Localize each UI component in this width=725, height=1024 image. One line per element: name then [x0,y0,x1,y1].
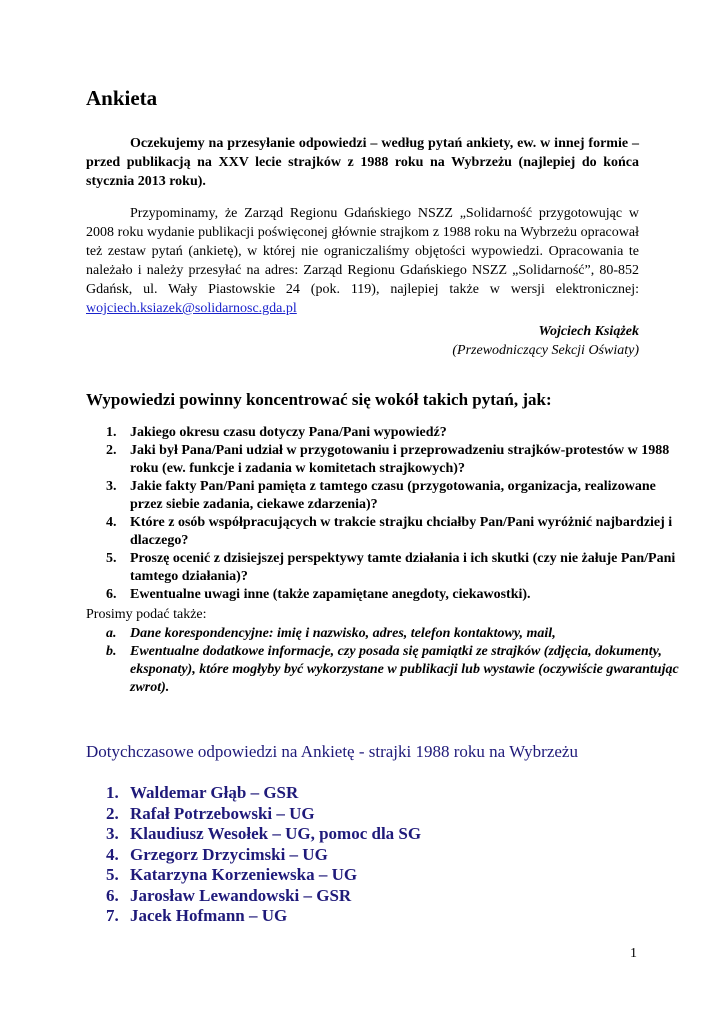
answer-number: 1. [106,783,119,802]
answer-item [106,865,421,886]
answer-number: 4. [106,844,119,864]
answer-number: 5. [106,865,119,884]
answer-text: Klaudiusz Wesołek – UG, pomoc dla SG [130,824,422,843]
answer-item [106,824,422,845]
answer-number: 6. [106,885,119,905]
question-text: Które z osób współpracujących w trakcie strajku chciałby Pan/Pani wyróżnić najbardziej i dlaczego? [130,515,673,548]
also-letter: a. [106,626,117,641]
question-text: Ewentualne uwagi inne (także zapamiętane anegdoty, ciekawostki). [130,587,531,602]
also-item [106,643,683,697]
email-link[interactable]: wojciech.ksiazek@solidarnosc.gda.pl [86,301,297,316]
answer-text: Jarosław Lewandowski – GSR [130,885,352,905]
page-title: Ankieta [86,86,158,110]
signature-role: (Przewodniczący Sekcji Oświaty) [452,343,639,358]
answer-number: 7. [106,906,119,925]
answer-text: Grzegorz Drzycimski – UG [130,844,328,864]
also-text: Dane korespondencyjne: imię i nazwisko, adres, telefon kontaktowy, mail, [130,626,556,641]
answer-number: 3. [106,824,119,843]
question-item [106,442,683,478]
answer-text: Waldemar Głąb – GSR [130,783,299,802]
question-item [106,478,683,514]
reminder-paragraph [86,204,639,318]
question-number: 4. [106,515,117,530]
answer-text: Jacek Hofmann – UG [130,906,288,925]
question-number: 6. [106,587,117,602]
also-text: Ewentualne dodatkowe informacje, czy posada się pamiątki ze strajków (zdjęcia, dokumenty, eksponaty), które mogłyby być wykorzystane w publikacji lub wystawie (oczywiście gwarantując zwrot). [130,644,679,695]
question-number: 5. [106,551,117,566]
question-text: Proszę ocenić z dzisiejszej perspektywy tamte działania i ich skutki (czy nie żałuje Pan/Pani tamtego działania)? [130,551,676,584]
answer-text: Katarzyna Korzeniewska – UG [130,865,358,884]
question-item [106,550,683,586]
answer-item [106,906,421,927]
answer-text: Rafał Potrzebowski – UG [130,803,315,823]
reminder-text: Przypominamy, że Zarząd Regionu Gdańskiego NSZZ „Solidarność przygotowując w 2008 roku wydanie publikacji poświęconej głównie strajkom z 1988 roku na Wybrzeżu opracował też zestaw pytań (ankietę), w której nie ograniczaliśmy objętości wypowiedzi. Opracowania te należało i należy przesyłać na adres: Zarząd Regionu Gdańskiego NSZZ „Solidarność”, 80-852 Gdańsk, ul. Wały Piastowskie 24 (pok. 119), najlepiej także w wersji elektronicznej: [86,206,639,297]
also-item [106,625,683,643]
answer-item [106,783,421,804]
intro-paragraph: Oczekujemy na przesyłanie odpowiedzi – według pytań ankiety, ew. w innej formie – przed publikacją na XXV lecie strajków z 1988 roku na Wybrzeżu (najlepiej do końca stycznia 2013 roku). [86,136,639,189]
question-text: Jaki był Pana/Pani udział w przygotowaniu i przeprowadzeniu strajków-protestów w 1988 roku (ew. funkcje i zadania w komitetach strajkowych)? [130,443,670,476]
answers-list [86,783,421,927]
page-number: 1 [630,946,637,961]
question-number: 1. [106,425,117,440]
question-item [106,514,683,550]
also-letter: b. [106,644,117,659]
question-item [106,586,683,604]
answer-number: 2. [106,803,119,823]
question-number: 3. [106,479,117,494]
signature [452,322,639,360]
also-label: Prosimy podać także: [86,607,207,622]
also-list [86,625,683,697]
question-number: 2. [106,443,117,458]
answer-item [106,803,421,825]
questions-heading: Wypowiedzi powinny koncentrować się wokół takich pytań, jak: [86,390,552,409]
questions-list [86,424,683,604]
question-item [106,424,683,442]
question-text: Jakie fakty Pan/Pani pamięta z tamtego czasu (przygotowania, organizacja, realizowane przez siebie zadania, ciekawe zdarzenia)? [130,479,656,512]
answers-heading: Dotychczasowe odpowiedzi na Ankietę - strajki 1988 roku na Wybrzeżu [86,742,578,761]
answer-item [106,844,421,866]
answer-item [106,885,421,907]
question-text: Jakiego okresu czasu dotyczy Pana/Pani wypowiedź? [130,425,447,440]
signature-name: Wojciech Książek [538,324,639,339]
